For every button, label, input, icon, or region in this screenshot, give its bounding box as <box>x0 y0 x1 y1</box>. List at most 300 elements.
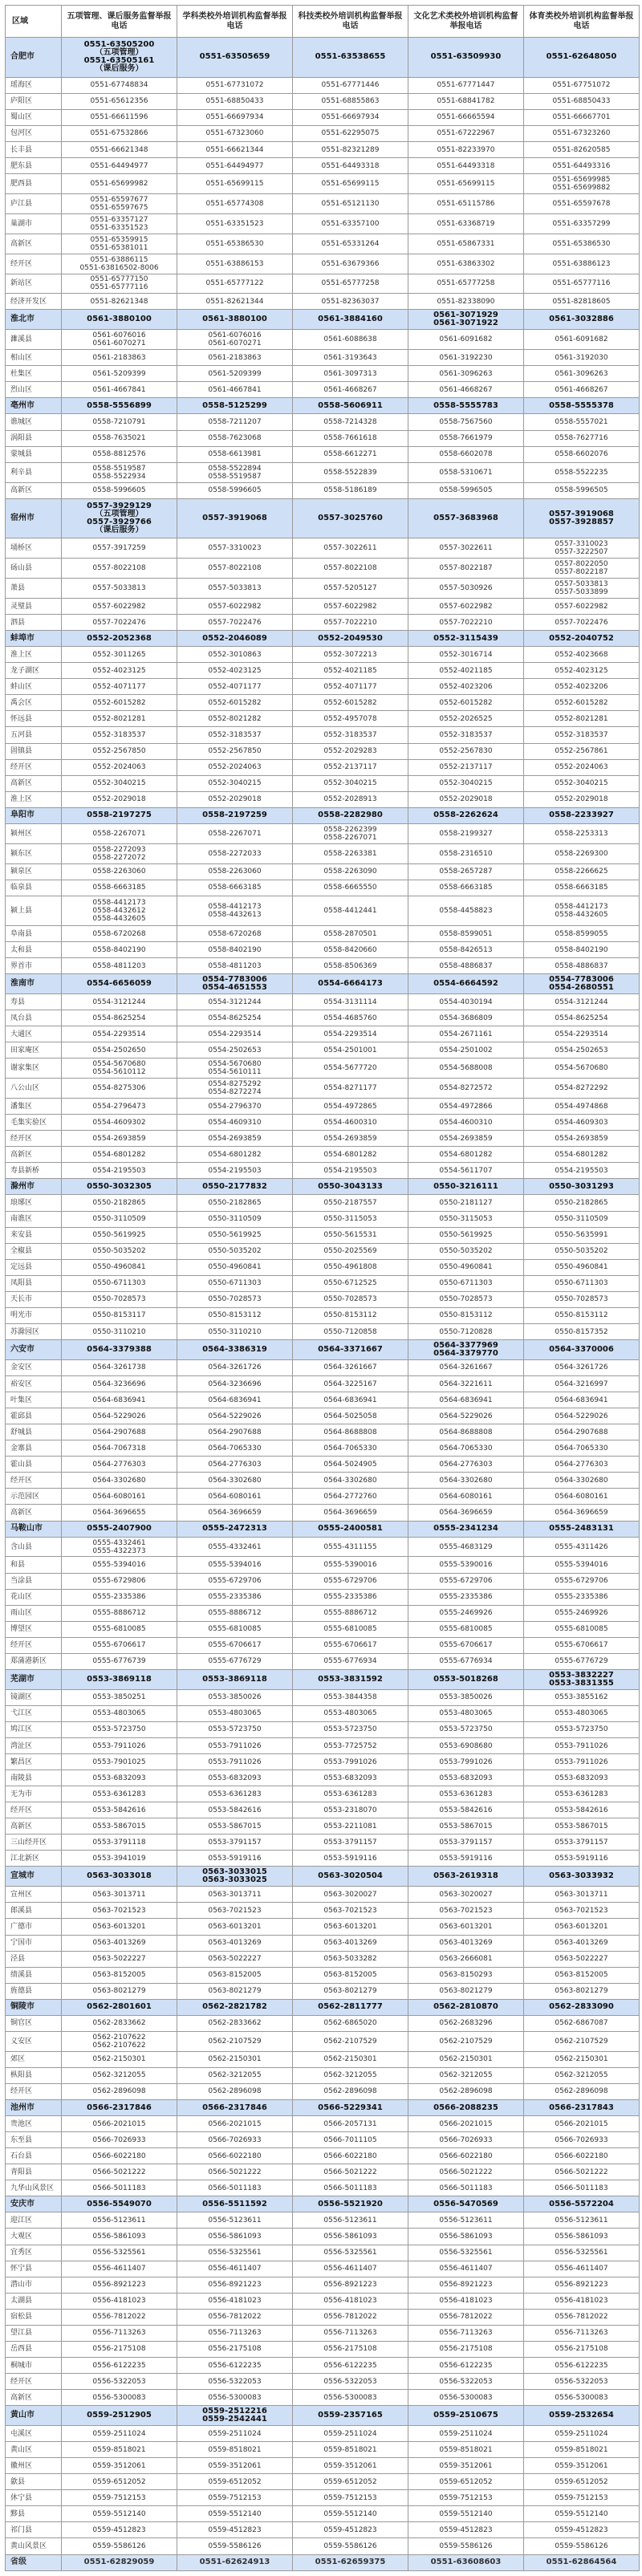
district-row <box>6 1834 640 1851</box>
phone-number: 0554-8625254 <box>555 1014 608 1022</box>
phone-cell-five-management <box>62 2554 177 2570</box>
phone-number: 0551-67323260 <box>552 129 611 138</box>
phone-cell-sports <box>524 2490 640 2506</box>
phone-cell-technology <box>293 1147 408 1163</box>
phone-cell-five-management <box>62 2474 177 2490</box>
phone-number: 0563-8152005 <box>555 1971 608 1980</box>
phone-number: 0553-4803065 <box>92 1709 146 1718</box>
phone-number: 0552-4071177 <box>323 682 377 691</box>
phone-number: 0551-82338090 <box>437 297 495 306</box>
phone-cell-sports <box>524 2426 640 2442</box>
phone-cell-arts <box>408 2164 524 2180</box>
phone-cell-technology <box>293 398 408 414</box>
phone-cell-five-management <box>62 398 177 414</box>
district-row <box>6 1903 640 1919</box>
district-row <box>6 2374 640 2390</box>
phone-number: 0562-2107529 <box>208 2037 262 2046</box>
phone-cell-arts <box>408 414 524 430</box>
area-cell: 大观区 <box>6 2229 62 2245</box>
phone-number: 0551-66621344 <box>205 145 264 154</box>
phone-cell-academic <box>177 38 293 78</box>
phone-number: 0559-7512153 <box>323 2493 377 2502</box>
phone-cell-academic <box>177 711 293 727</box>
phone-cell-five-management <box>62 93 177 109</box>
phone-number: 0552-6015282 <box>439 698 493 707</box>
phone-cell-technology <box>293 142 408 158</box>
area-cell: 高新区 <box>6 1818 62 1834</box>
phone-cell-sports <box>524 1537 640 1557</box>
district-row <box>6 462 640 482</box>
phone-cell-technology <box>293 958 408 974</box>
phone-cell-arts <box>408 1099 524 1115</box>
phone-number: 0561-4667841 <box>92 385 146 394</box>
phone-number: 0558-7661618 <box>323 434 377 443</box>
phone-cell-sports <box>524 2212 640 2229</box>
phone-cell-technology <box>293 1227 408 1243</box>
area-cell: 经开区 <box>6 1131 62 1147</box>
phone-cell-arts <box>408 1473 524 1489</box>
area-cell: 霍山县 <box>6 1457 62 1473</box>
phone-number: 0562-2833662 <box>92 2019 146 2028</box>
phone-number: 0559-5586126 <box>555 2542 608 2551</box>
phone-cell-technology <box>293 926 408 942</box>
phone-number: 0564-6080161 <box>92 1492 146 1501</box>
phone-cell-technology <box>293 1770 408 1786</box>
district-row <box>6 213 640 234</box>
phone-cell-sports <box>524 1489 640 1505</box>
phone-number: 0558-8420660 <box>323 945 377 954</box>
phone-cell-arts <box>408 1999 524 2015</box>
phone-cell-academic <box>177 330 293 350</box>
phone-number: 0552-4021185 <box>323 666 377 675</box>
phone-number: 0550-8153112 <box>208 1311 262 1320</box>
phone-number: 0557-7022476 <box>208 618 262 627</box>
phone-cell-five-management <box>62 1505 177 1521</box>
phone-cell-arts <box>408 559 524 579</box>
phone-number: 0551-65386530 <box>552 239 611 248</box>
phone-cell-arts <box>408 2261 524 2277</box>
phone-number: 0559-5586126 <box>208 2542 262 2551</box>
area-cell: 五河县 <box>6 727 62 743</box>
phone-cell-sports <box>524 880 640 896</box>
phone-cell-sports <box>524 615 640 631</box>
phone-number: 0561-6076016 <box>208 331 262 340</box>
phone-cell-technology <box>293 1537 408 1557</box>
phone-number: 0552-2567850 <box>92 747 146 756</box>
phone-number: 0563-8152005 <box>323 1971 377 1980</box>
phone-number: 0556-5300083 <box>439 2393 493 2402</box>
phone-number: 0558-2263060 <box>92 867 146 876</box>
phone-number: 0558-7210791 <box>92 417 146 426</box>
phone-number: 0552-2024063 <box>555 763 608 772</box>
phone-cell-five-management <box>62 759 177 775</box>
phone-cell-academic <box>177 1818 293 1834</box>
phone-cell-academic <box>177 1457 293 1473</box>
phone-number: 0561-5209399 <box>92 369 146 378</box>
phone-cell-academic <box>177 125 293 141</box>
phone-cell-sports <box>524 1375 640 1392</box>
phone-number: 0554-4600310 <box>439 1118 493 1127</box>
phone-number: 0555-4332461 <box>92 1538 146 1547</box>
phone-cell-arts <box>408 538 524 559</box>
phone-number: 0551-65777258 <box>321 279 380 288</box>
phone-number: 0553-5867015 <box>439 1822 493 1830</box>
phone-number: 0559-2511024 <box>555 2429 608 2438</box>
phone-cell-sports <box>524 538 640 559</box>
phone-number: 0554-6664173 <box>318 979 383 989</box>
phone-cell-arts <box>408 310 524 330</box>
phone-cell-technology <box>293 382 408 398</box>
phone-cell-academic <box>177 274 293 294</box>
area-cell: 广德市 <box>6 1919 62 1935</box>
phone-number: 0554-7783006 <box>549 975 614 985</box>
phone-cell-academic <box>177 663 293 679</box>
phone-number: 0557-3928857 <box>549 517 614 526</box>
phone-cell-academic <box>177 1919 293 1935</box>
phone-number: 0564-3696659 <box>439 1509 493 1518</box>
area-cell: 弋江区 <box>6 1705 62 1721</box>
phone-cell-arts <box>408 1557 524 1573</box>
phone-cell-five-management <box>62 1721 177 1737</box>
phone-number: 0558-4412173 <box>555 902 608 911</box>
phone-cell-sports <box>524 350 640 366</box>
phone-cell-sports <box>524 1323 640 1339</box>
phone-number: 0558-5310671 <box>439 468 493 477</box>
phone-number: 0562-2107529 <box>323 2037 377 2046</box>
phone-number: 0559-2357165 <box>318 2411 383 2420</box>
phone-number: 0552-4023668 <box>555 650 608 659</box>
phone-cell-technology <box>293 843 408 863</box>
phone-number: 0558-5522235 <box>555 468 608 477</box>
district-row <box>6 579 640 599</box>
phone-number: 0564-6080161 <box>208 1492 262 1501</box>
phone-number: 0553-5867015 <box>555 1822 608 1830</box>
phone-cell-sports <box>524 174 640 194</box>
phone-number: 0551-65331264 <box>321 239 380 248</box>
area-cell: 黄山市 <box>6 2406 62 2426</box>
phone-cell-arts <box>408 1521 524 1537</box>
phone-number: 0561-3096263 <box>555 369 608 378</box>
phone-cell-arts <box>408 1163 524 1179</box>
phone-number: 0554-3121244 <box>555 997 608 1006</box>
phone-cell-arts <box>408 1211 524 1227</box>
phone-number: 0556-6122235 <box>323 2361 377 2370</box>
phone-cell-academic <box>177 896 293 925</box>
phone-number: 0564-6836941 <box>92 1396 146 1404</box>
district-row <box>6 482 640 498</box>
phone-cell-technology <box>293 791 408 807</box>
phone-number: 0553-5867015 <box>92 1822 146 1830</box>
phone-cell-five-management <box>62 1243 177 1259</box>
phone-cell-arts <box>408 2148 524 2164</box>
city-row <box>6 1867 640 1887</box>
phone-number: 0556-5325561 <box>208 2249 262 2257</box>
phone-cell-sports <box>524 1721 640 1737</box>
phone-cell-sports <box>524 38 640 78</box>
phone-number: 0562-2833662 <box>208 2019 262 2028</box>
phone-number: 0559-8518021 <box>555 2445 608 2454</box>
phone-number: 0550-8153112 <box>555 1311 608 1320</box>
phone-cell-five-management <box>62 382 177 398</box>
phone-number: 0562-6865020 <box>323 2019 377 2028</box>
phone-number: 0553-6361283 <box>555 1790 608 1798</box>
district-row <box>6 2426 640 2442</box>
phone-cell-academic <box>177 863 293 880</box>
phone-cell-academic <box>177 234 293 254</box>
phone-number: 0553-3831592 <box>318 1674 383 1684</box>
phone-number: 0564-2776303 <box>92 1460 146 1469</box>
area-cell: 龙子湖区 <box>6 663 62 679</box>
phone-number: 0558-2233927 <box>549 811 614 820</box>
phone-cell-five-management <box>62 294 177 310</box>
phone-cell-technology <box>293 598 408 614</box>
phone-number: 0550-2182865 <box>555 1199 608 1208</box>
phone-number: 0555-6776729 <box>555 1657 608 1666</box>
district-row <box>6 330 640 350</box>
area-cell: 来安县 <box>6 1227 62 1243</box>
phone-cell-technology <box>293 2374 408 2390</box>
phone-number: 0555-6776739 <box>92 1657 146 1666</box>
phone-cell-sports <box>524 1291 640 1307</box>
phone-cell-five-management <box>62 2067 177 2083</box>
phone-number: 0562-6867087 <box>555 2019 608 2028</box>
phone-number: 0559-6512052 <box>92 2477 146 2486</box>
phone-number: 0563-7021523 <box>439 1906 493 1915</box>
phone-cell-technology <box>293 2538 408 2554</box>
phone-cell-arts <box>408 1935 524 1951</box>
area-cell: 固镇县 <box>6 743 62 759</box>
phone-cell-academic <box>177 1557 293 1573</box>
phone-cell-academic <box>177 647 293 663</box>
phone-number: 0557-7022476 <box>555 618 608 627</box>
phone-number: 0553-7911026 <box>208 1741 262 1750</box>
phone-cell-sports <box>524 1589 640 1605</box>
phone-number: 0554-2796370 <box>208 1102 262 1111</box>
phone-number: 0553-6361283 <box>208 1790 262 1798</box>
phone-number: 0556-5123611 <box>92 2216 146 2225</box>
phone-cell-academic <box>177 382 293 398</box>
phone-number: 0556-5123611 <box>208 2216 262 2225</box>
phone-number: 0554-5670680 <box>92 1060 146 1069</box>
phone-number: 0551-65777122 <box>205 279 264 288</box>
phone-cell-technology <box>293 974 408 994</box>
phone-cell-five-management <box>62 462 177 482</box>
phone-number: 0563-8021279 <box>208 1987 262 1996</box>
phone-number: 0562-3212055 <box>323 2071 377 2080</box>
phone-cell-academic <box>177 1637 293 1653</box>
district-row <box>6 2506 640 2522</box>
phone-cell-academic <box>177 791 293 807</box>
district-row <box>6 1307 640 1323</box>
phone-number: 0566-5021222 <box>92 2168 146 2176</box>
area-cell: 潘集区 <box>6 1099 62 1115</box>
phone-cell-five-management <box>62 2426 177 2442</box>
phone-cell-five-management <box>62 2083 177 2099</box>
phone-cell-sports <box>524 254 640 274</box>
area-cell: 蚌埠市 <box>6 631 62 647</box>
phone-cell-sports <box>524 1099 640 1115</box>
phone-cell-sports <box>524 1999 640 2015</box>
phone-number: 0553-3850026 <box>208 1693 262 1702</box>
phone-cell-technology <box>293 1653 408 1669</box>
phone-cell-five-management <box>62 2309 177 2325</box>
phone-cell-arts <box>408 2015 524 2031</box>
phone-number: 0561-6088638 <box>323 335 377 344</box>
phone-number: 0564-2907688 <box>92 1428 146 1436</box>
phone-cell-academic <box>177 1621 293 1637</box>
phone-number: 0558-6663185 <box>555 884 608 892</box>
area-cell: 江北新区 <box>6 1851 62 1867</box>
phone-cell-technology <box>293 727 408 743</box>
phone-number: 0558-7661979 <box>439 434 493 443</box>
phone-cell-five-management <box>62 77 177 93</box>
phone-cell-arts <box>408 1721 524 1737</box>
phone-number: 0552-4023125 <box>92 666 146 675</box>
phone-cell-technology <box>293 679 408 695</box>
phone-cell-five-management <box>62 174 177 194</box>
phone-cell-academic <box>177 2083 293 2099</box>
area-cell: 肥西县 <box>6 174 62 194</box>
phone-number: 0558-2199327 <box>439 829 493 838</box>
district-row <box>6 274 640 294</box>
phone-cell-technology <box>293 77 408 93</box>
phone-number: 0558-8402190 <box>92 945 146 954</box>
phone-cell-arts <box>408 615 524 631</box>
phone-cell-sports <box>524 2261 640 2277</box>
phone-number: 0558-5996605 <box>208 486 262 495</box>
phone-cell-academic <box>177 498 293 538</box>
phone-cell-technology <box>293 2196 408 2212</box>
phone-number: 0559-5512140 <box>208 2509 262 2518</box>
area-cell: 灵璧县 <box>6 598 62 614</box>
phone-cell-five-management <box>62 843 177 863</box>
district-row <box>6 125 640 141</box>
district-row <box>6 2015 640 2031</box>
phone-cell-five-management <box>62 2374 177 2390</box>
phone-cell-academic <box>177 2325 293 2341</box>
phone-number: 0566-5021222 <box>323 2168 377 2176</box>
district-row <box>6 1637 640 1653</box>
phone-cell-sports <box>524 1275 640 1291</box>
phone-cell-technology <box>293 366 408 382</box>
area-cell: 郑蒲港新区 <box>6 1653 62 1669</box>
area-cell: 怀远县 <box>6 711 62 727</box>
phone-cell-sports <box>524 430 640 446</box>
phone-number: 0553-5842616 <box>208 1806 262 1814</box>
phone-cell-sports <box>524 1195 640 1211</box>
phone-cell-academic <box>177 1115 293 1131</box>
phone-cell-five-management <box>62 482 177 498</box>
phone-number: 0551-65699985 <box>552 176 611 185</box>
phone-cell-five-management <box>62 1147 177 1163</box>
phone-number: 0563-7021523 <box>323 1906 377 1915</box>
phone-cell-five-management <box>62 1653 177 1669</box>
phone-cell-sports <box>524 1010 640 1026</box>
phone-cell-five-management <box>62 213 177 234</box>
district-row <box>6 1653 640 1669</box>
district-row <box>6 2442 640 2458</box>
phone-cell-sports <box>524 2522 640 2538</box>
district-row <box>6 1099 640 1115</box>
area-cell: 贵池区 <box>6 2116 62 2132</box>
phone-cell-technology <box>293 1375 408 1392</box>
area-cell: 高新区 <box>6 2390 62 2406</box>
phone-cell-arts <box>408 2099 524 2115</box>
phone-cell-technology <box>293 1818 408 1834</box>
phone-cell-technology <box>293 430 408 446</box>
phone-number: 0561-6091682 <box>555 335 608 344</box>
phone-cell-technology <box>293 1919 408 1935</box>
phone-number: 0563-5033282 <box>323 1955 377 1964</box>
phone-cell-technology <box>293 2229 408 2245</box>
phone-number: 0554-6801282 <box>555 1150 608 1159</box>
phone-number: 0551-63357299 <box>552 219 611 228</box>
phone-number: 0558-2197259 <box>202 811 267 820</box>
phone-cell-arts <box>408 2426 524 2442</box>
phone-cell-five-management <box>62 1802 177 1818</box>
phone-number: 0550-6711303 <box>439 1279 493 1288</box>
phone-number: （五项管理） <box>95 509 144 518</box>
phone-number: 0554-4972865 <box>323 1102 377 1111</box>
area-cell: 杜集区 <box>6 366 62 382</box>
phone-number: 0550-8153112 <box>439 1311 493 1320</box>
phone-number: 0559-8518021 <box>323 2445 377 2454</box>
phone-number: 0562-3212055 <box>208 2071 262 2080</box>
phone-number: 0559-2512905 <box>87 2411 152 2420</box>
phone-cell-five-management <box>62 1867 177 1887</box>
district-row <box>6 350 640 366</box>
district-row <box>6 294 640 310</box>
phone-cell-academic <box>177 823 293 843</box>
phone-number: 0558-6612271 <box>323 450 377 459</box>
phone-cell-arts <box>408 2051 524 2067</box>
phone-number: 0563-8021279 <box>323 1987 377 1996</box>
phone-cell-technology <box>293 1851 408 1867</box>
phone-number: 0551-64493318 <box>437 161 495 170</box>
phone-cell-arts <box>408 1147 524 1163</box>
phone-number: 0563-4013269 <box>92 1939 146 1948</box>
phone-cell-arts <box>408 1637 524 1653</box>
phone-number: 0553-7991026 <box>323 1757 377 1766</box>
phone-number: 0563-5022227 <box>92 1955 146 1964</box>
phone-cell-five-management <box>62 125 177 141</box>
phone-cell-academic <box>177 398 293 414</box>
phone-cell-sports <box>524 1227 640 1243</box>
phone-cell-sports <box>524 2357 640 2373</box>
phone-number: 0558-5556899 <box>87 400 152 410</box>
phone-cell-five-management <box>62 1834 177 1851</box>
phone-cell-five-management <box>62 2212 177 2229</box>
phone-number: 0553-6832093 <box>555 1774 608 1782</box>
phone-number: 0553-5723750 <box>323 1725 377 1734</box>
phone-cell-arts <box>408 695 524 711</box>
phone-cell-five-management <box>62 2180 177 2196</box>
phone-number: 0554-8275292 <box>208 1080 262 1089</box>
phone-number: 0553-3791157 <box>439 1838 493 1847</box>
phone-cell-sports <box>524 462 640 482</box>
phone-cell-arts <box>408 926 524 942</box>
phone-number: 0559-2511024 <box>208 2429 262 2438</box>
district-row <box>6 194 640 214</box>
phone-number: 0566-2021015 <box>439 2119 493 2128</box>
phone-cell-five-management <box>62 2261 177 2277</box>
phone-number: 0556-7113263 <box>555 2329 608 2338</box>
phone-cell-sports <box>524 1042 640 1058</box>
district-row <box>6 2083 640 2099</box>
city-row <box>6 398 640 414</box>
phone-cell-sports <box>524 2031 640 2051</box>
phone-cell-academic <box>177 1408 293 1424</box>
